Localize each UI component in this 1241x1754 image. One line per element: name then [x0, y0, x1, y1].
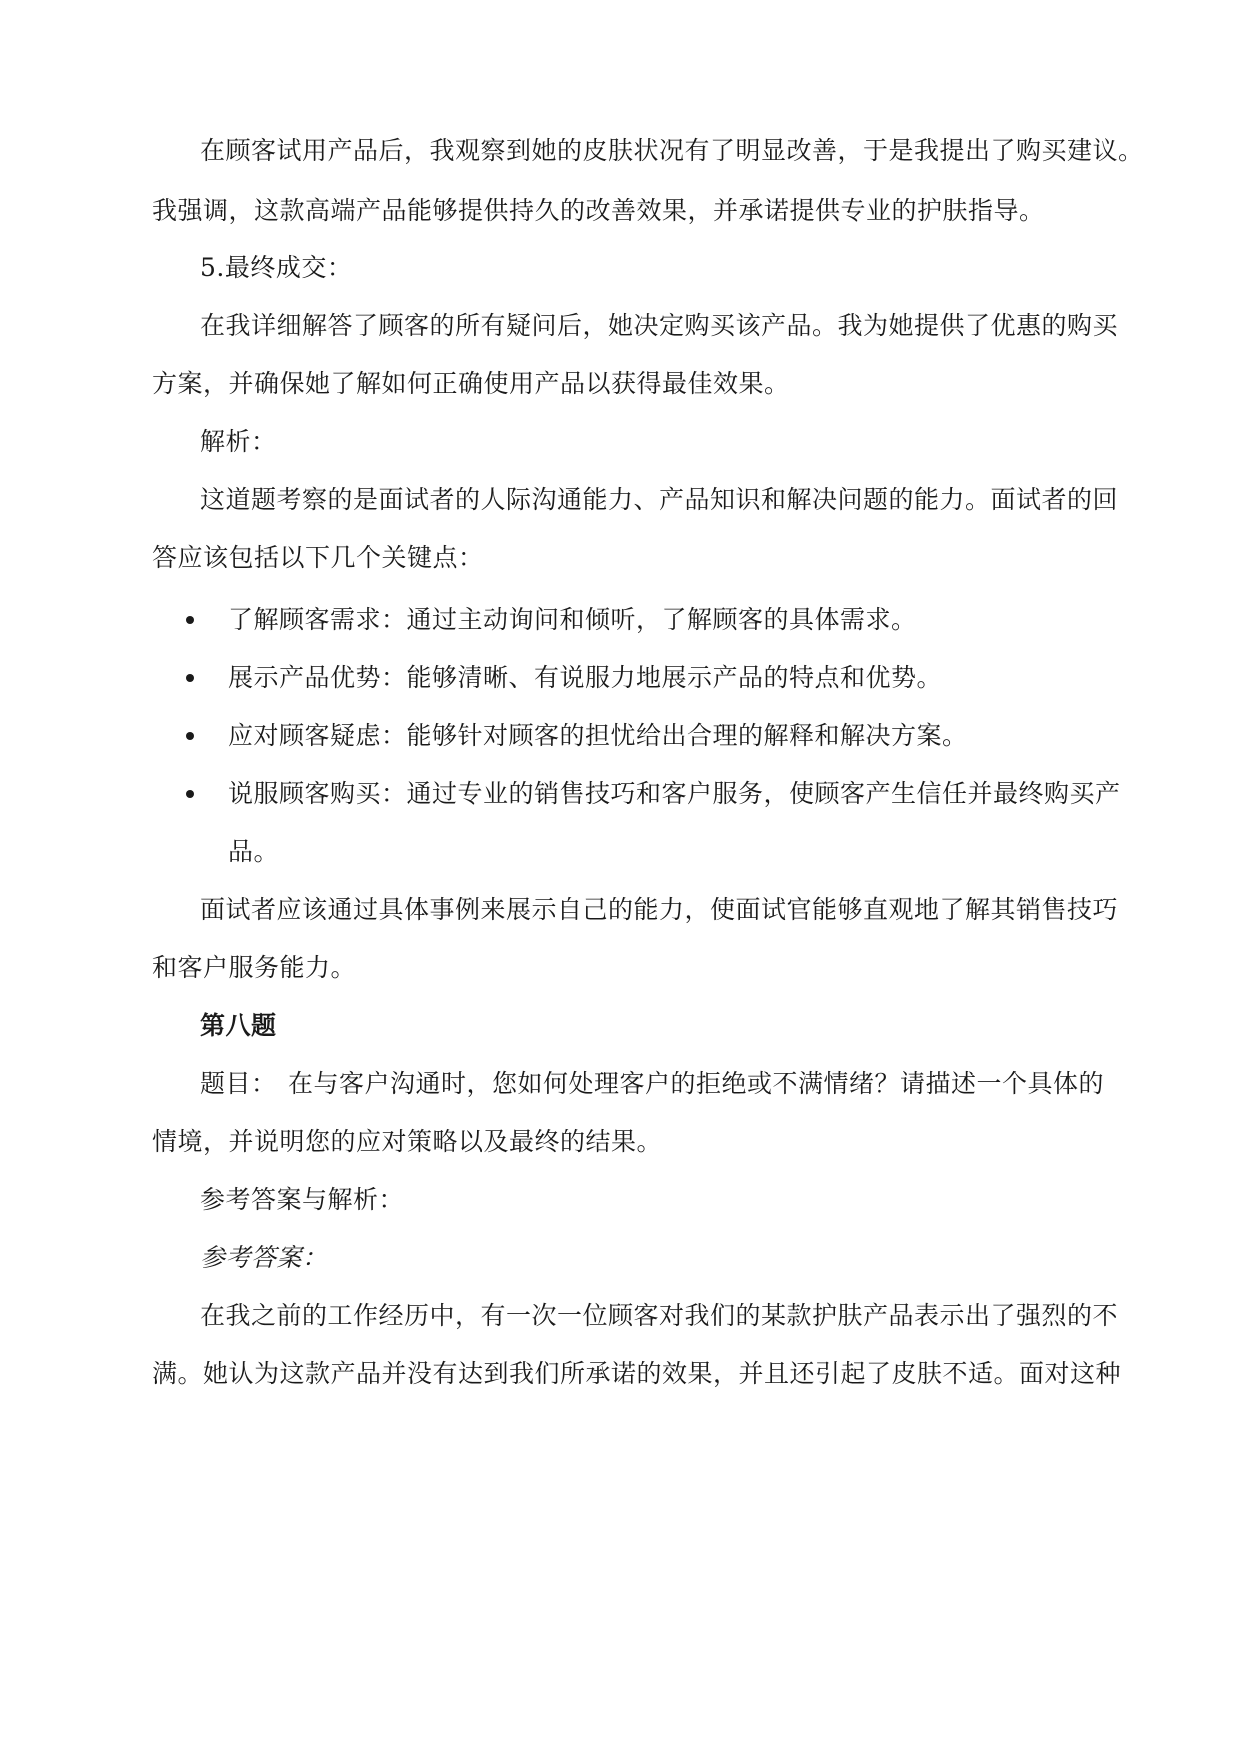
bullet-item: 说服顾客购买：通过专业的销售技巧和客户服务，使顾客产生信任并最终购买产	[228, 779, 1121, 808]
question-text-continuation: 情境，并说明您的应对策略以及最终的结果。	[152, 1127, 663, 1156]
section-heading: 第八题	[200, 1011, 277, 1040]
analysis-heading: 解析：	[200, 427, 277, 456]
paragraph-line: 在我之前的工作经历中，有一次一位顾客对我们的某款护肤产品表示出了强烈的不	[200, 1301, 1119, 1330]
question-text: 在与客户沟通时，您如何处理客户的拒绝或不满情绪？请描述一个具体的	[288, 1069, 1105, 1098]
bullet-icon	[186, 732, 194, 740]
bullet-item: 应对顾客疑虑：能够针对顾客的担忧给出合理的解释和解决方案。	[228, 721, 968, 750]
paragraph-line: 答应该包括以下几个关键点：	[152, 543, 484, 572]
paragraph-line: 面试者应该通过具体事例来展示自己的能力，使面试官能够直观地了解其销售技巧	[200, 895, 1119, 924]
paragraph-line: 在我详细解答了顾客的所有疑问后，她决定购买该产品。我为她提供了优惠的购买	[200, 311, 1119, 340]
bullet-icon	[186, 616, 194, 624]
paragraph-line: 我强调，这款高端产品能够提供持久的改善效果，并承诺提供专业的护肤指导。	[152, 196, 1045, 225]
paragraph-line: 满。她认为这款产品并没有达到我们所承诺的效果，并且还引起了皮肤不适。面对这种	[152, 1359, 1122, 1388]
bullet-item: 了解顾客需求：通过主动询问和倾听，了解顾客的具体需求。	[228, 605, 917, 634]
bullet-item: 展示产品优势：能够清晰、有说服力地展示产品的特点和优势。	[228, 663, 943, 692]
bullet-icon	[186, 790, 194, 798]
paragraph-line: 在顾客试用产品后，我观察到她的皮肤状况有了明显改善，于是我提出了购买建议。	[200, 136, 1144, 165]
paragraph-line: 和客户服务能力。	[152, 953, 357, 982]
bullet-item-continuation: 品。	[228, 837, 280, 866]
answer-subheading: 参考答案：	[200, 1243, 328, 1272]
paragraph-line: 方案，并确保她了解如何正确使用产品以获得最佳效果。	[152, 369, 790, 398]
answer-heading: 参考答案与解析：	[200, 1185, 405, 1214]
bullet-icon	[186, 674, 194, 682]
step-heading: 5.最终成交：	[200, 253, 353, 282]
paragraph-line: 这道题考察的是面试者的人际沟通能力、产品知识和解决问题的能力。面试者的回	[200, 485, 1119, 514]
question-label: 题目：	[200, 1069, 277, 1098]
